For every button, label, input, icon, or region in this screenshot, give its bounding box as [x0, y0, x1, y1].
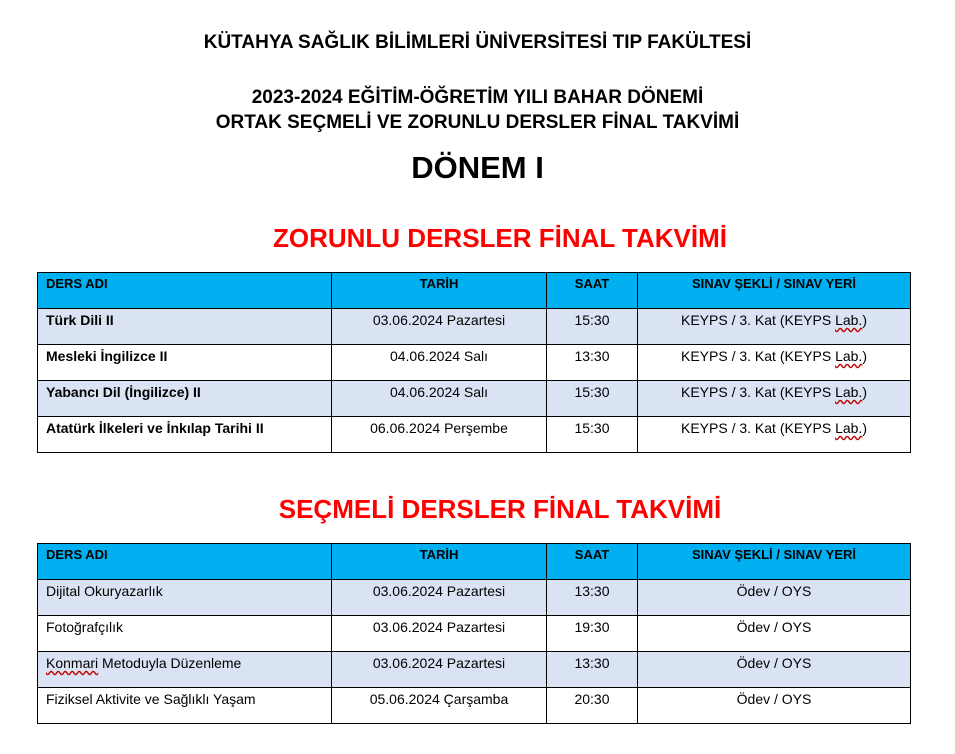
- table-row: [38, 688, 911, 724]
- subtitle-line: ORTAK SEÇMELİ VE ZORUNLU DERSLER FİNAL TAKVİMİ: [215, 112, 740, 133]
- exam-time: 20:30: [547, 688, 638, 724]
- course-name-text: Metoduyla Düzenleme: [98, 655, 242, 671]
- place-lab: Lab.: [835, 420, 863, 436]
- exam-place: [638, 381, 911, 417]
- course-name: Atatürk İlkeleri ve İnkılap Tarihi II: [38, 417, 332, 453]
- table-row: [38, 309, 911, 345]
- course-name: Mesleki İngilizce II: [38, 345, 332, 381]
- column-header-date: TARİH: [332, 544, 547, 580]
- place-lab: Lab.: [835, 312, 863, 328]
- place-text: KEYPS / 3. Kat (KEYPS: [681, 384, 836, 400]
- course-name-text: Dijital Okuryazarlık: [46, 583, 163, 599]
- exam-time: 15:30: [547, 309, 638, 345]
- column-header-place: SINAV ŞEKLİ / SINAV YERİ: [638, 273, 911, 309]
- table-row: [38, 616, 911, 652]
- elective-section-title: SEÇMELİ DERSLER FİNAL TAKVİMİ: [278, 494, 722, 524]
- course-name: Türk Dili II: [38, 309, 332, 345]
- exam-time: 15:30: [547, 417, 638, 453]
- table-header-row: [38, 273, 911, 309]
- place-text: KEYPS / 3. Kat (KEYPS: [681, 420, 836, 436]
- exam-time: 19:30: [547, 616, 638, 652]
- exam-date: 06.06.2024 Perşembe: [332, 417, 547, 453]
- column-header-name: DERS ADI: [38, 273, 332, 309]
- exam-place: Ödev / OYS: [638, 688, 911, 724]
- exam-date: 05.06.2024 Çarşamba: [332, 688, 547, 724]
- course-name: [38, 616, 332, 652]
- table-row: [38, 345, 911, 381]
- exam-place: Ödev / OYS: [638, 580, 911, 616]
- course-name: Yabancı Dil (İngilizce) II: [38, 381, 332, 417]
- mandatory-section-title: ZORUNLU DERSLER FİNAL TAKVİMİ: [272, 223, 728, 253]
- place-lab: Lab.: [835, 348, 863, 364]
- table-row: [38, 652, 911, 688]
- exam-place: Ödev / OYS: [638, 616, 911, 652]
- table-row: [38, 417, 911, 453]
- column-header-place: SINAV ŞEKLİ / SINAV YERİ: [638, 544, 911, 580]
- table-row: [38, 580, 911, 616]
- column-header-time: SAAT: [547, 273, 638, 309]
- place-end: ): [862, 312, 867, 328]
- exam-date: 03.06.2024 Pazartesi: [332, 616, 547, 652]
- exam-date: 03.06.2024 Pazartesi: [332, 652, 547, 688]
- exam-date: 03.06.2024 Pazartesi: [332, 580, 547, 616]
- course-name-marked: Konmari: [46, 655, 99, 671]
- exam-time: 13:30: [547, 580, 638, 616]
- column-header-time: SAAT: [547, 544, 638, 580]
- table-row: [38, 381, 911, 417]
- term-line: 2023-2024 EĞİTİM-ÖĞRETİM YILI BAHAR DÖNEMİ: [251, 87, 704, 108]
- exam-time: 13:30: [547, 652, 638, 688]
- period-title: DÖNEM I: [411, 150, 544, 185]
- place-text: KEYPS / 3. Kat (KEYPS: [681, 312, 836, 328]
- place-end: ): [862, 420, 867, 436]
- exam-date: 04.06.2024 Salı: [332, 345, 547, 381]
- mandatory-schedule-table: [37, 272, 911, 453]
- exam-date: 03.06.2024 Pazartesi: [332, 309, 547, 345]
- exam-place: [638, 417, 911, 453]
- exam-place: [638, 345, 911, 381]
- place-lab: Lab.: [835, 384, 863, 400]
- course-name-text: Fiziksel Aktivite ve Sağlıklı Yaşam: [46, 691, 256, 707]
- place-end: ): [862, 348, 867, 364]
- table-header-row: [38, 544, 911, 580]
- exam-place: [638, 309, 911, 345]
- elective-schedule-table: [37, 543, 911, 724]
- term-title: [0, 85, 955, 135]
- exam-time: 15:30: [547, 381, 638, 417]
- column-header-name: DERS ADI: [38, 544, 332, 580]
- column-header-date: TARİH: [332, 273, 547, 309]
- course-name-text: Fotoğrafçılık: [46, 619, 124, 635]
- exam-place: Ödev / OYS: [638, 652, 911, 688]
- place-end: ): [862, 384, 867, 400]
- exam-date: 04.06.2024 Salı: [332, 381, 547, 417]
- course-name: [38, 652, 332, 688]
- course-name: [38, 688, 332, 724]
- university-title: KÜTAHYA SAĞLIK BİLİMLERİ ÜNİVERSİTESİ TIP FAKÜLTESİ: [203, 32, 752, 53]
- place-text: KEYPS / 3. Kat (KEYPS: [681, 348, 836, 364]
- exam-time: 13:30: [547, 345, 638, 381]
- course-name: [38, 580, 332, 616]
